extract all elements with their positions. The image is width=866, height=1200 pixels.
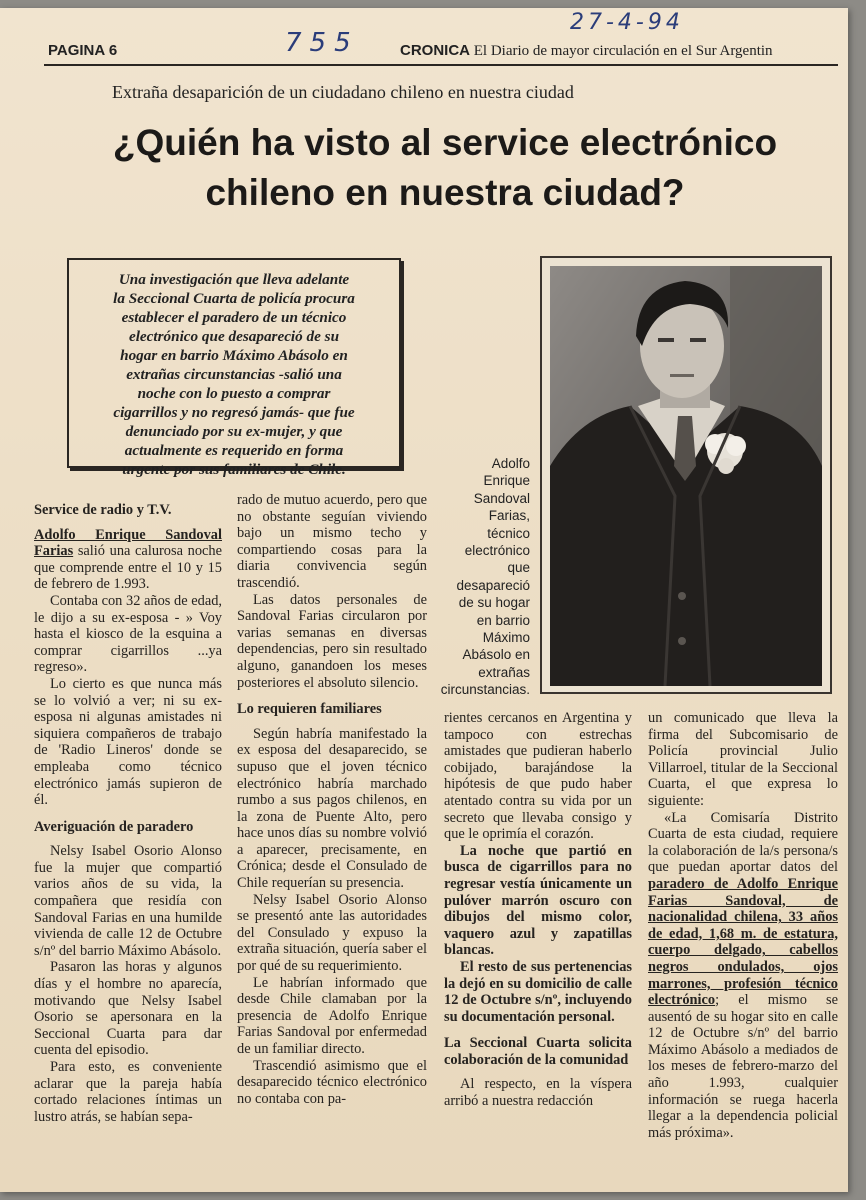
paragraph: Contaba con 32 años de edad, le dijo a su ex-esposa - » Voy hasta el kiosco de la esquina a comprar cigarrillos ...ya regreso». xyxy=(34,592,222,676)
caption-line: de su hogar xyxy=(458,595,530,611)
column-2 xyxy=(237,492,427,1107)
lead-line: la Seccional Cuarta de policía procura xyxy=(113,290,355,307)
lead-line: denunciado por su ex-mujer, y que xyxy=(125,423,343,440)
paper-name: CRONICA xyxy=(400,42,470,59)
column-1 xyxy=(34,492,222,1125)
paragraph: Según habría manifestado la ex esposa del desaparecido, se supuso que el joven técnico electrónico habría marchado rumbo a sus pagos chilenos, en la zona de Puente Alto, pero hace unos días su nombre volvió a aparecer, precisamente, en Crónica; desde el Consulado de Chile requerían su presencia. xyxy=(237,725,427,892)
caption-line: Abásolo en xyxy=(462,647,530,663)
paragraph: Nelsy Isabel Osorio Alonso fue la mujer que compartió varios años de su vida, la compañera que residía con Sandoval Farias en una humilde vivienda de calle 12 de Octubre s/nº del barrio Máximo Abásolo. xyxy=(34,843,222,959)
caption-line: técnico xyxy=(487,525,530,541)
photo-frame xyxy=(540,256,832,694)
paragraph-text: ; el mismo se ausentó de su hogar sito en calle 12 de Octubre s/nº del barrio Máximo Abásolo a mediados de los meses de febrero-marzo del año 1.993, cualquier información se ruega hacerla llegar a la dependencia policial más próxima». xyxy=(648,992,838,1141)
lead-line: urgente por sus familiares de Chile. xyxy=(122,461,346,478)
paragraph: Lo cierto es que nunca más se lo volvió a ver; ni su ex-esposa ni algunas amistades ni siquiera compañeros de trabajo de 'Radio Lineros' donde se empleaba como técnico electrónico jamás supieron de él. xyxy=(34,675,222,809)
subhead-seccional: La Seccional Cuarta solicita colaboración de la comunidad xyxy=(444,1035,632,1068)
paragraph: Para esto, es conveniente aclarar que la pareja había cortado relaciones íntimas un lustro atrás, se habían sepa- xyxy=(34,1059,222,1125)
paper-tagline: El Diario de mayor circulación en el Sur Argentin xyxy=(473,43,773,59)
lead-line: extrañas circunstancias -salió una xyxy=(126,366,342,383)
masthead xyxy=(400,42,773,60)
column-3 xyxy=(444,710,632,1110)
newspaper-clipping xyxy=(0,8,848,1192)
caption-line: electrónico xyxy=(464,543,530,559)
caption-line: Adolfo xyxy=(491,456,530,471)
page-label: PAGINA 6 xyxy=(48,42,118,59)
lead-line: noche con lo puesto a comprar xyxy=(137,385,331,402)
lead-line: establecer el paradero de un técnico xyxy=(121,309,347,326)
headline-line-1: ¿Quién ha visto al service electrónico xyxy=(112,122,778,163)
caption-line: extrañas xyxy=(478,664,530,680)
caption-line: circunstancias. xyxy=(440,682,530,698)
paragraph: Las datos personales de Sandoval Farias circularon por varias semanas en diversas dependencias, pero sin resultado alguno, ganandoen los meses posteriores el absoluto silencio. xyxy=(237,591,427,691)
lead-line: cigarrillos y no regresó jamás- que fue xyxy=(113,404,355,421)
paragraph: Al respecto, en la víspera arribó a nuestra redacción xyxy=(444,1076,632,1110)
caption-line: desapareció xyxy=(456,577,530,593)
page-header xyxy=(44,38,838,66)
column-4 xyxy=(648,710,838,1141)
person-name: Adolfo Enrique Sandoval Farias xyxy=(34,526,222,560)
paragraph: La noche que partió en busca de cigarrillos para no regresar vestía únicamente un pulóver marrón oscuro con dibujos del mismo color, vaquero azul y zapatillas blancas. xyxy=(444,842,632,959)
caption-line: Sandoval xyxy=(473,490,530,506)
subhead-service: Service de radio y T.V. xyxy=(34,502,172,518)
caption-line: Máximo xyxy=(482,630,530,646)
caption-line: que xyxy=(507,560,530,576)
paragraph-text: «La Comisaría Distrito Cuarta de esta ciudad, requiere la colaboración de la/s persona/s que puedan aportar datos del xyxy=(648,809,838,876)
portrait-photo xyxy=(550,266,822,686)
lead-line: Una investigación que lleva adelante xyxy=(118,271,350,288)
caption-line: en barrio xyxy=(476,612,530,628)
headline-line-2: chileno en nuestra ciudad? xyxy=(205,172,685,213)
paragraph: un comunicado que lleva la firma del Subcomisario de Policía provincial Julio Villarroel, titular de la Seccional Cuarta, el que expresa lo siguiente: xyxy=(648,710,838,809)
article-kicker: Extraña desaparición de un ciudadano chileno en nuestra ciudad xyxy=(112,82,574,102)
paragraph: Pasaron las horas y algunos días y el hombre no aparecía, motivando que Nelsy Isabel Osorio se apersonara en la Seccional Cuarta para dar cuenta del episodio. xyxy=(34,959,222,1059)
paragraph xyxy=(34,527,222,593)
underlined-description: paradero de Adolfo Enrique Farias Sandoval, de nacionalidad chilena, 33 años de edad, 1,68 m. de estatura, cuerpo delgado, cabellos negros ondulados, ojos marrones, profesión técnico electrónico xyxy=(648,875,838,1009)
caption-line: Enrique xyxy=(483,473,530,489)
handwritten-date: 27-4-94 xyxy=(570,10,684,35)
handwritten-number: 755 xyxy=(285,28,359,58)
subhead-familiares: Lo requieren familiares xyxy=(237,701,382,718)
paragraph-text: salió una calurosa noche que comprende entre el 10 y 15 de febrero de 1.993. xyxy=(34,543,222,593)
paragraph: El resto de sus pertenencias la dejó en su domicilio de calle 12 de Octubre s/nº, incluyendo su documentación personal. xyxy=(444,958,632,1025)
lead-box xyxy=(67,258,401,478)
lead-line: actualmente es requerido en forma xyxy=(124,442,344,459)
paragraph: Trascendió asimismo que el desaparecido técnico electrónico no contaba con pa- xyxy=(237,1057,427,1107)
paragraph xyxy=(648,810,838,1142)
paragraph: Le habrían informado que desde Chile clamaban por la presencia de Adolfo Enrique Farias Sandoval por enfermedad de un familiar directo. xyxy=(237,974,427,1057)
lead-line: electrónico que desapareció de su xyxy=(128,328,340,345)
paragraph: rientes cercanos en Argentina y tampoco con estrechas amistades que pudieran haberlo cobijado, barajándose la hipótesis de que pudo haber atentado contra su vida por un secreto que llevaba consigo y que le oprimía el corazón. xyxy=(444,710,632,843)
paragraph: rado de mutuo acuerdo, pero que no obstante seguían viviendo bajo un mismo techo y compartiendo cosas para la diaria convivencia según trascendió. xyxy=(237,492,427,591)
photo-caption xyxy=(436,455,530,699)
lead-line: hogar en barrio Máximo Abásolo en xyxy=(120,347,348,364)
paragraph: Nelsy Isabel Osorio Alonso se presentó ante las autoridades del Consulado y expuso la extraña situación, quería saber el por qué de su requerimiento. xyxy=(237,891,427,975)
subhead-averiguacion: Averiguación de paradero xyxy=(34,818,194,835)
article-headline xyxy=(70,118,820,218)
caption-line: Farias, xyxy=(488,508,530,524)
